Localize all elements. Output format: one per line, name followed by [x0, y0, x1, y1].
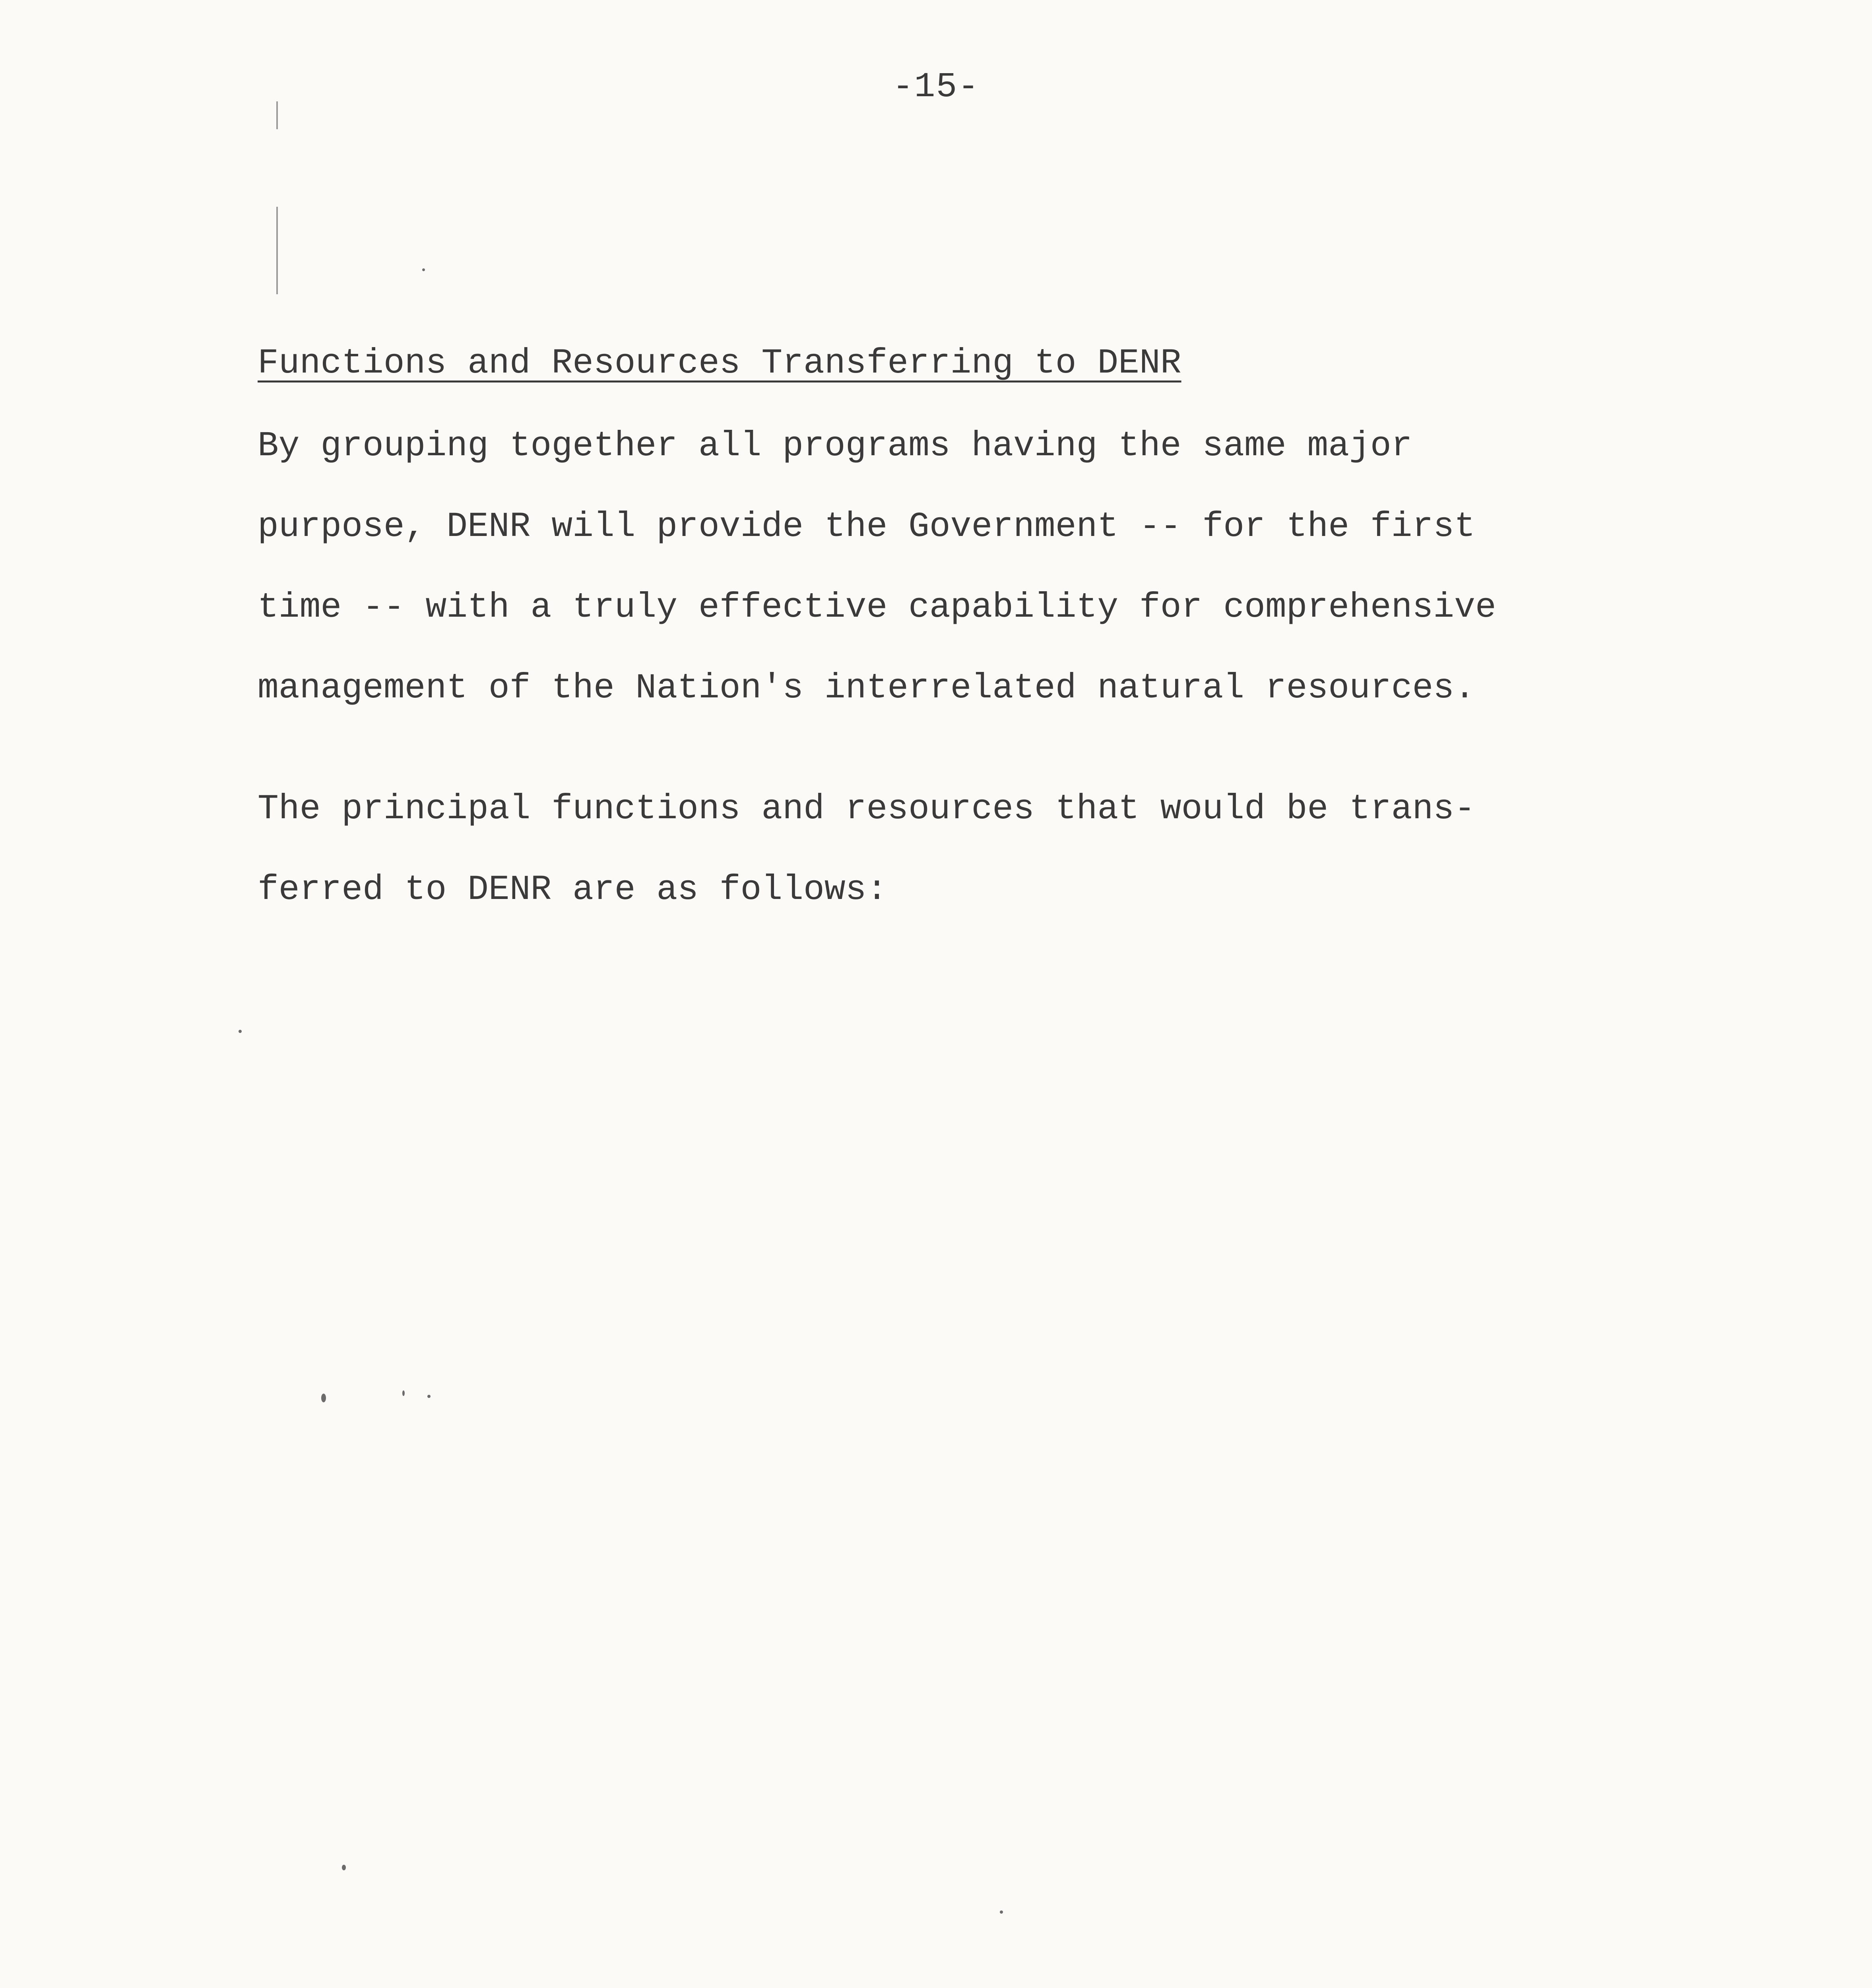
paragraph-line: By grouping together all programs having the same major: [258, 427, 1412, 466]
paragraph-line: The principal functions and resources that would be trans-: [258, 790, 1475, 829]
paragraph-line: purpose, DENR will provide the Government -- for the first: [258, 507, 1475, 547]
paragraph-line: management of the Nation's interrelated natural resources.: [258, 669, 1475, 708]
scan-speck: [1000, 1910, 1003, 1914]
scan-speck: [321, 1394, 326, 1402]
margin-mark: [276, 101, 278, 129]
scan-speck: [342, 1865, 346, 1870]
scan-speck: [427, 1395, 431, 1398]
section-heading: Functions and Resources Transferring to DENR: [258, 344, 1181, 383]
paragraph-line: ferred to DENR are as follows:: [258, 870, 888, 910]
paragraph-line: time -- with a truly effective capability for comprehensive: [258, 588, 1496, 627]
scan-speck: [239, 1030, 242, 1033]
margin-mark: [276, 207, 278, 294]
scan-speck: [402, 1390, 405, 1396]
scan-speck: [422, 268, 425, 271]
page-number: -15-: [892, 68, 980, 107]
